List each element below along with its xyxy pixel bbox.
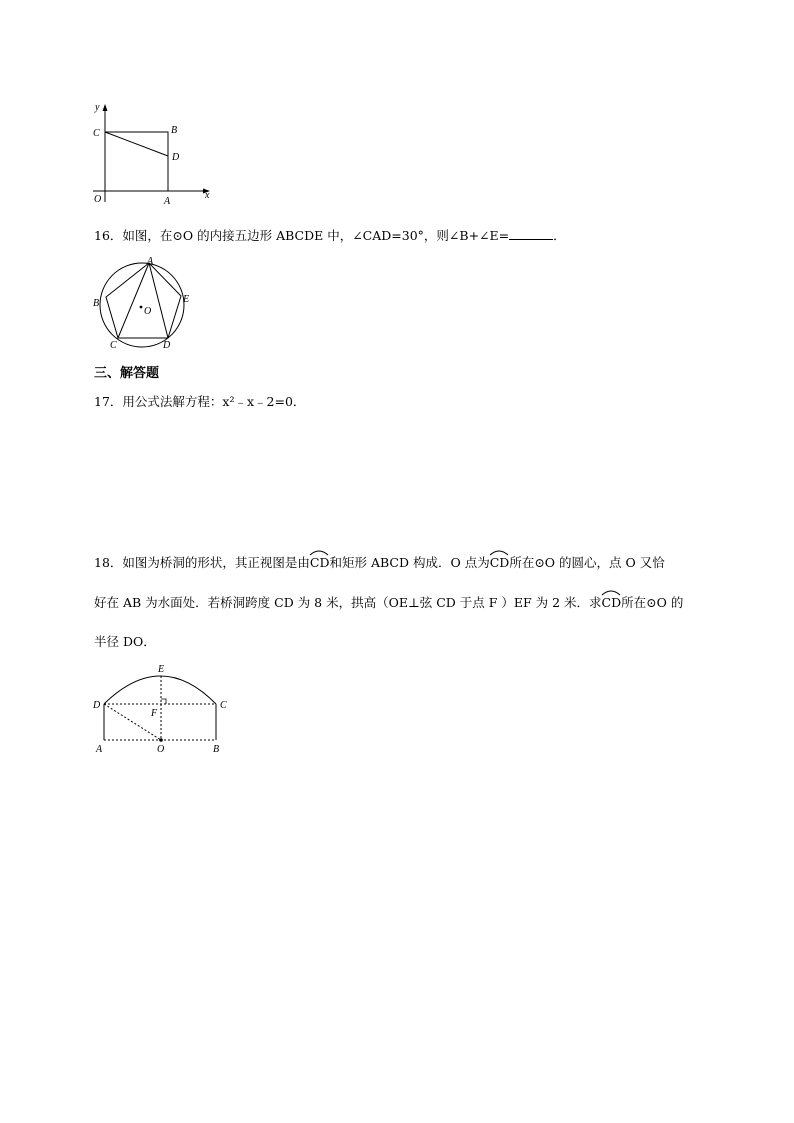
label-b: B <box>213 744 220 755</box>
label-a: A <box>164 196 171 207</box>
question-17: 17．用公式法解方程：x²﹣x﹣2=0． <box>94 394 306 409</box>
label-e: E <box>158 664 165 675</box>
label-y: y <box>95 102 100 113</box>
label-b: B <box>93 298 100 309</box>
label-d: D <box>163 340 171 351</box>
question-18-line-1: 18．如图为桥洞的形状，其正视图是由 CD和矩形 ABCD 构成．O 点为 CD所在⊙O 的圆心，点 O 又恰 <box>94 555 665 571</box>
label-a: A <box>147 256 154 267</box>
arc-cd: CD <box>310 555 330 571</box>
label-e: E <box>183 294 190 305</box>
question-18-line-2: 好在 AB 为水面处．若桥洞跨度 CD 为 8 米，拱高（OE⊥弦 CD 于点 F ）EF 为 2 米．求 CD所在⊙O 的 <box>94 595 683 611</box>
label-c: C <box>93 128 100 139</box>
arc-cd: CD <box>490 555 510 571</box>
question-16 <box>94 228 566 244</box>
label-o: O <box>94 194 102 205</box>
label-x: x <box>205 190 210 201</box>
label-f: F <box>151 708 158 719</box>
label-a: A <box>96 744 103 755</box>
answer-blank <box>509 228 553 240</box>
question-18-line-3: 半径 DO． <box>94 634 156 649</box>
label-o: O <box>144 306 152 317</box>
section-heading: 三、解答题 <box>94 366 160 381</box>
label-c: C <box>110 340 117 351</box>
figure-circle-pentagon <box>88 256 198 351</box>
label-o: O <box>157 744 165 755</box>
arc-cd: CD <box>602 595 622 611</box>
question-16-end: ． <box>553 228 566 243</box>
label-b: B <box>171 125 178 136</box>
figure-coordinate-rectangle <box>88 98 218 208</box>
figure-bridge-arch <box>88 660 238 758</box>
question-16-text: 16．如图，在⊙O 的内接五边形 ABCDE 中，∠CAD=30°，则∠B+∠E= <box>94 228 510 243</box>
label-d: D <box>93 700 101 711</box>
label-d: D <box>172 152 180 163</box>
label-c: C <box>220 700 227 711</box>
